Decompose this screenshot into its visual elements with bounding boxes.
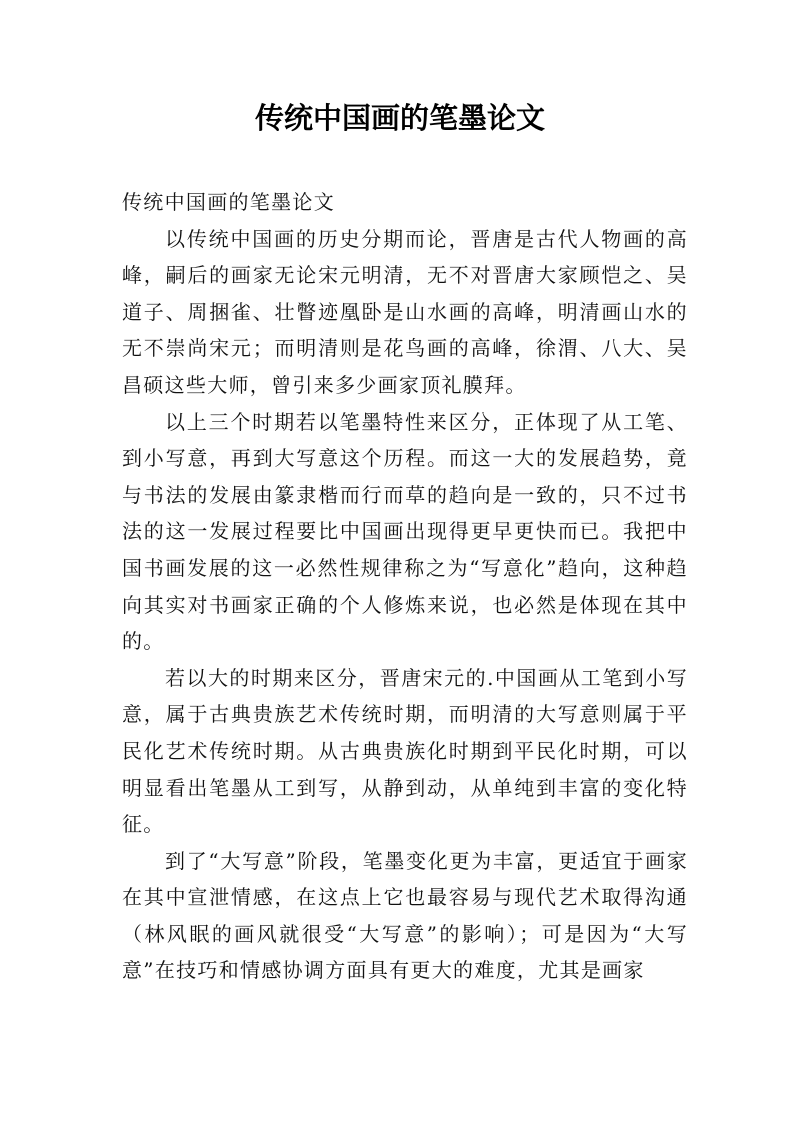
document-subtitle: 传统中国画的笔墨论文 [122, 190, 335, 214]
paragraph-1: 以传统中国画的历史分期而论，晋唐是古代人物画的高峰，嗣后的画家无论宋元明清，无不对晋唐大家顾恺之、吴道子、周捆雀、壮瞥迹凰卧是山水画的高峰，明清画山水的无不崇尚宋元；而明清则是花鸟画的高峰，徐渭、八大、吴昌硕这些大师，曾引来多少画家顶礼膜拜。 [122, 226, 688, 397]
paragraph-3: 若以大的时期来区分，晋唐宋元的.中国画从工笔到小写意，属于古典贵族艺术传统时期，而明清的大写意则属于平民化艺术传统时期。从古典贵族化时期到平民化时期，可以明显看出笔墨从工到写，从静到动，从单纯到丰富的变化特征。 [122, 665, 688, 837]
paragraph-2: 以上三个时期若以笔墨特性来区分，正体现了从工笔、到小写意，再到大写意这个历程。而这一大的发展趋势，竟与书法的发展由篆隶楷而行而草的趋向是一致的，只不过书法的这一发展过程要比中国画出现得更早更快而已。我把中国书画发展的这一必然性规律称之为“写意化”趋向，这种趋向其实对书画家正确的个人修炼来说，也必然是体现在其中的。 [122, 409, 688, 654]
document-title: 传统中国画的笔墨论文 [254, 101, 545, 135]
document-body [122, 184, 688, 989]
paragraph-4: 到了“大写意”阶段，笔墨变化更为丰富，更适宜于画家在其中宣泄情感，在这点上它也最容易与现代艺术取得沟通（林风眠的画风就很受“大写意”的影响）；可是因为“大写意”在技巧和情感协调方面具有更大的难度，尤其是画家 [122, 848, 688, 983]
